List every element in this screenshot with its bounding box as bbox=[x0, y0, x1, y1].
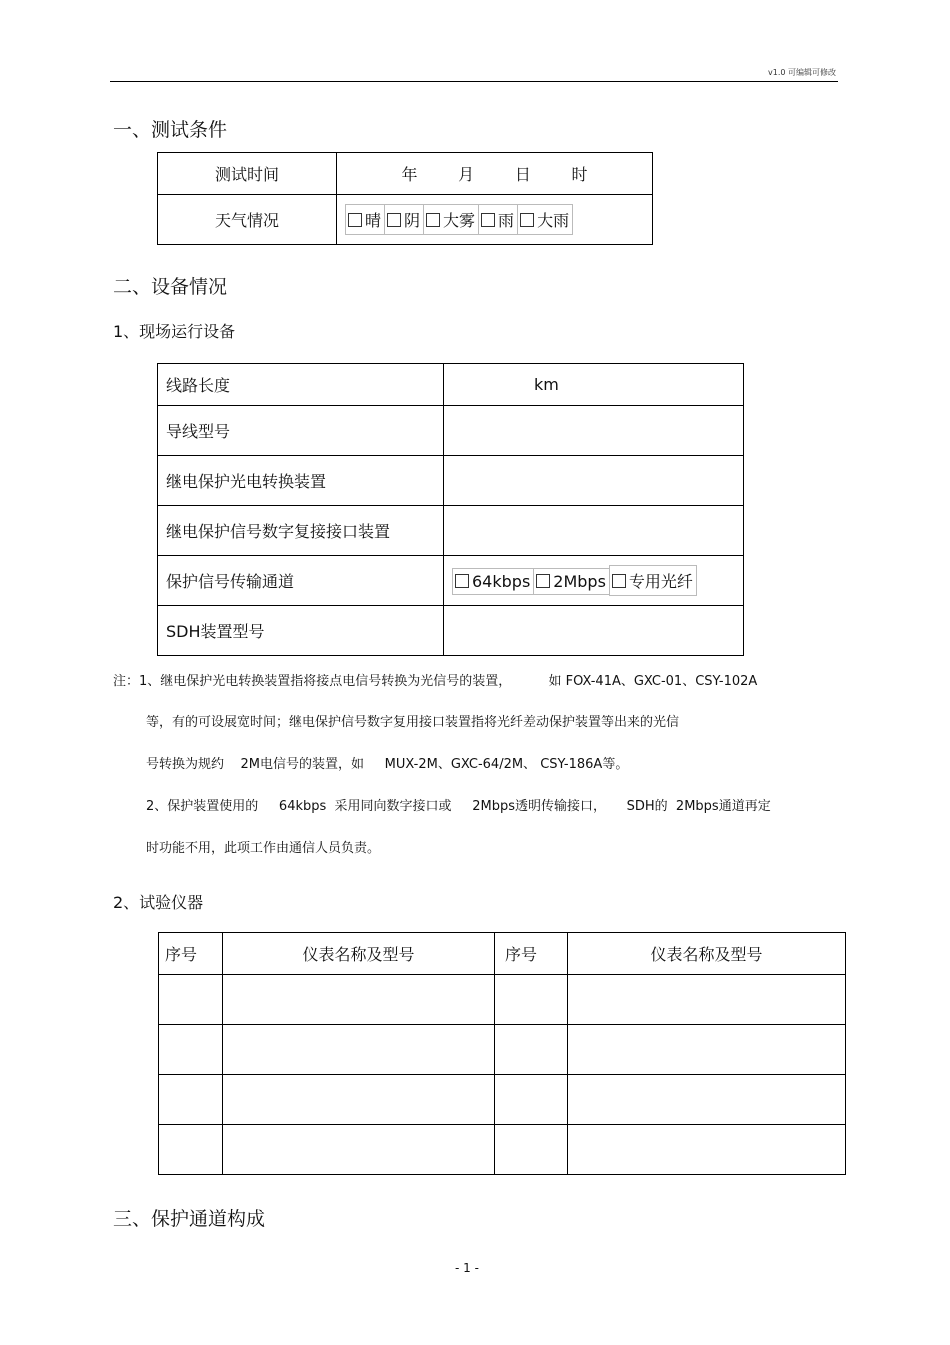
optoelectric-converter-value[interactable] bbox=[444, 456, 744, 506]
table-row bbox=[159, 975, 846, 1025]
weather-label: 天气情况 bbox=[158, 195, 337, 245]
test-time-value[interactable]: 年 月 日 时 bbox=[337, 153, 653, 195]
weather-option-fog[interactable]: 大雾 bbox=[423, 204, 478, 235]
channel-option-64kbps[interactable]: 64kbps bbox=[452, 568, 533, 595]
weather-options bbox=[337, 195, 653, 245]
col-header-index-2: 序号 bbox=[495, 933, 568, 975]
cell-instrument[interactable] bbox=[568, 1125, 846, 1175]
weather-option-heavy-rain[interactable]: 大雨 bbox=[517, 204, 573, 235]
note-line-2: 等，有的可设展宽时间；继电保护信号数字复用接口装置指将光纤差动保护装置等出来的光信 bbox=[146, 715, 680, 730]
cell-instrument[interactable] bbox=[568, 1025, 846, 1075]
digital-interface-value[interactable] bbox=[444, 506, 744, 556]
col-header-instrument-2: 仪表名称及型号 bbox=[568, 933, 846, 975]
note-line-5: 时功能不用，此项工作由通信人员负责。 bbox=[146, 841, 381, 856]
cell-index[interactable] bbox=[495, 975, 568, 1025]
checkbox-icon[interactable] bbox=[612, 574, 626, 588]
table-row bbox=[159, 1075, 846, 1125]
cell-index[interactable] bbox=[495, 1125, 568, 1175]
cell-index[interactable] bbox=[159, 1025, 223, 1075]
checkbox-icon[interactable] bbox=[455, 574, 469, 588]
note-line-1: 注：1、继电保护光电转换装置指将接点电信号转换为光信号的装置， 如 FOX-41A、GXC-01、CSY-102A bbox=[113, 674, 758, 689]
weather-option-rain[interactable]: 雨 bbox=[478, 204, 517, 235]
conductor-model-label: 导线型号 bbox=[158, 406, 444, 456]
subsection-onsite-equipment: 1、现场运行设备 bbox=[113, 322, 236, 341]
test-conditions-table bbox=[157, 152, 653, 245]
cell-instrument[interactable] bbox=[223, 975, 495, 1025]
transmission-channel-options bbox=[444, 556, 744, 606]
section2-title: 二、设备情况 bbox=[113, 276, 228, 298]
cell-index[interactable] bbox=[495, 1025, 568, 1075]
table-row bbox=[159, 1025, 846, 1075]
subsection-instruments: 2、试验仪器 bbox=[113, 893, 204, 912]
col-header-index-1: 序号 bbox=[159, 933, 223, 975]
sdh-model-value[interactable] bbox=[444, 606, 744, 656]
checkbox-icon[interactable] bbox=[348, 213, 362, 227]
cell-instrument[interactable] bbox=[223, 1025, 495, 1075]
version-note: v1.0 可编辑可修改 bbox=[768, 68, 836, 77]
optoelectric-converter-label: 继电保护光电转换装置 bbox=[158, 456, 444, 506]
cell-index[interactable] bbox=[159, 1125, 223, 1175]
checkbox-icon[interactable] bbox=[536, 574, 550, 588]
section3-title: 三、保护通道构成 bbox=[113, 1208, 266, 1230]
conductor-model-value[interactable] bbox=[444, 406, 744, 456]
instruments-table bbox=[158, 932, 846, 1175]
checkbox-icon[interactable] bbox=[481, 213, 495, 227]
digital-interface-label: 继电保护信号数字复接接口装置 bbox=[158, 506, 444, 556]
channel-option-2mbps[interactable]: 2Mbps bbox=[533, 568, 609, 595]
checkbox-icon[interactable] bbox=[387, 213, 401, 227]
cell-instrument[interactable] bbox=[568, 1075, 846, 1125]
page-number: - 1 - bbox=[455, 1261, 479, 1275]
section1-title: 一、测试条件 bbox=[113, 119, 228, 141]
header-rule bbox=[110, 81, 838, 82]
test-time-label: 测试时间 bbox=[158, 153, 337, 195]
cell-index[interactable] bbox=[159, 1075, 223, 1125]
weather-option-sunny[interactable]: 晴 bbox=[345, 204, 384, 235]
cell-instrument[interactable] bbox=[223, 1075, 495, 1125]
sdh-model-label: SDH装置型号 bbox=[158, 606, 444, 656]
cell-instrument[interactable] bbox=[568, 975, 846, 1025]
note-line-3: 号转换为规约 2M电信号的装置，如 MUX-2M、GXC-64/2M、 CSY-186A等。 bbox=[146, 757, 629, 772]
note-line-4: 2、保护装置使用的 64kbps 采用同向数字接口或 2Mbps透明传输接口， SDH的 2Mbps通道再定 bbox=[146, 799, 771, 814]
line-length-label: 线路长度 bbox=[158, 364, 444, 406]
table-row bbox=[159, 1125, 846, 1175]
weather-option-cloudy[interactable]: 阴 bbox=[384, 204, 423, 235]
cell-index[interactable] bbox=[159, 975, 223, 1025]
transmission-channel-label: 保护信号传输通道 bbox=[158, 556, 444, 606]
cell-instrument[interactable] bbox=[223, 1125, 495, 1175]
line-length-value[interactable]: km bbox=[444, 364, 744, 406]
equipment-table bbox=[157, 363, 744, 656]
cell-index[interactable] bbox=[495, 1075, 568, 1125]
checkbox-icon[interactable] bbox=[520, 213, 534, 227]
checkbox-icon[interactable] bbox=[426, 213, 440, 227]
channel-option-fiber[interactable]: 专用光纤 bbox=[609, 565, 697, 596]
col-header-instrument-1: 仪表名称及型号 bbox=[223, 933, 495, 975]
